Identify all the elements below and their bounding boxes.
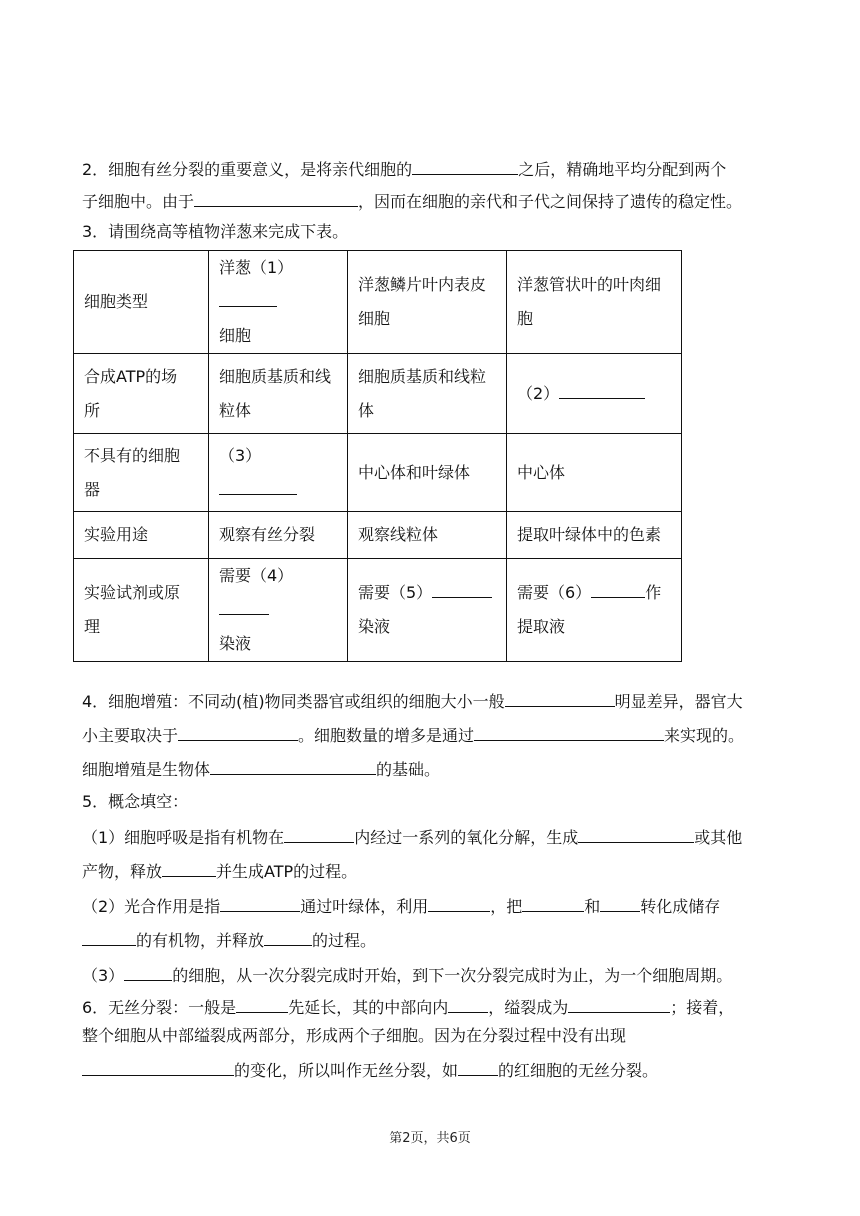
table-cell: 合成ATP的场 所 bbox=[74, 354, 209, 434]
blank bbox=[412, 158, 518, 175]
table-row bbox=[74, 434, 682, 512]
table-cell: 观察有丝分裂 bbox=[209, 512, 348, 559]
table-cell: （2） bbox=[507, 354, 682, 434]
q2-line-2: 子细胞中。由于 ，因而在细胞的亲代和子代之间保持了遗传的稳定性。 bbox=[82, 192, 743, 211]
table-cell: 洋葱（1） 细胞 bbox=[209, 251, 348, 354]
table-cell: 细胞类型 bbox=[74, 251, 209, 354]
table-cell: 洋葱管状叶的叶肉细 胞 bbox=[507, 251, 682, 354]
table-row bbox=[74, 354, 682, 434]
table-cell: （3） bbox=[209, 434, 348, 512]
table-cell: 细胞质基质和线 粒体 bbox=[209, 354, 348, 434]
q6-line-1: 6．无丝分裂：一般是 先延长，其的中部向内 ，缢裂成为 ；接着， bbox=[82, 998, 735, 1017]
onion-cell-table bbox=[73, 250, 682, 662]
q6-line-2: 整个细胞从中部缢裂成两部分，形成两个子细胞。因为在分裂过程中没有出现 bbox=[82, 1026, 627, 1045]
table-cell: 提取叶绿体中的色素 bbox=[507, 512, 682, 559]
table-row bbox=[74, 512, 682, 559]
table-row bbox=[74, 251, 682, 354]
table-row bbox=[74, 559, 682, 662]
table-cell: 细胞质基质和线粒 体 bbox=[348, 354, 507, 434]
q4-line-1: 4．细胞增殖：不同动(植)物同类器官或组织的细胞大小一般 明显差异，器官大 bbox=[82, 692, 743, 711]
blank bbox=[194, 190, 358, 207]
q4-line-3: 细胞增殖是生物体 的基础。 bbox=[82, 760, 441, 779]
q5-part1-line1: （1）细胞呼吸是指有机物在 内经过一系列的氧化分解，生成 或其他 bbox=[82, 828, 743, 847]
table-cell: 实验用途 bbox=[74, 512, 209, 559]
table-cell: 中心体和叶绿体 bbox=[348, 434, 507, 512]
table-cell: 中心体 bbox=[507, 434, 682, 512]
table-cell: 观察线粒体 bbox=[348, 512, 507, 559]
q3-intro: 3．请围绕高等植物洋葱来完成下表。 bbox=[82, 222, 349, 241]
table-cell: 洋葱鳞片叶内表皮 细胞 bbox=[348, 251, 507, 354]
q5-part1-line2: 产物，释放 并生成ATP的过程。 bbox=[82, 862, 358, 881]
table-cell: 不具有的细胞 器 bbox=[74, 434, 209, 512]
q5-part2-line2: 的有机物，并释放 的过程。 bbox=[82, 929, 782, 951]
table-cell: 实验试剂或原 理 bbox=[74, 559, 209, 662]
q5-part3: （3） 的细胞，从一次分裂完成时开始，到下一次分裂完成时为止，为一个细胞周期。 bbox=[82, 966, 733, 985]
q5-title: 5．概念填空： bbox=[82, 792, 189, 811]
page-number: 第2页，共6页 bbox=[389, 1131, 471, 1146]
table-cell: 需要（6） 作 提取液 bbox=[507, 559, 682, 662]
q4-line-2: 小主要取决于 。细胞数量的增多是通过 来实现的。 bbox=[82, 726, 745, 745]
q2-line-1: 2．细胞有丝分裂的重要意义，是将亲代细胞的 之后，精确地平均分配到两个 bbox=[82, 160, 727, 179]
table-cell: 需要（4） 染液 bbox=[209, 559, 348, 662]
q5-part2-line1: （2）光合作用是指 通过叶绿体，利用 ，把 和 转化成储存 bbox=[82, 897, 721, 916]
q6-line-3: 的变化，所以叫作无丝分裂，如 的红细胞的无丝分裂。 bbox=[82, 1059, 782, 1081]
table-cell: 需要（5） 染液 bbox=[348, 559, 507, 662]
